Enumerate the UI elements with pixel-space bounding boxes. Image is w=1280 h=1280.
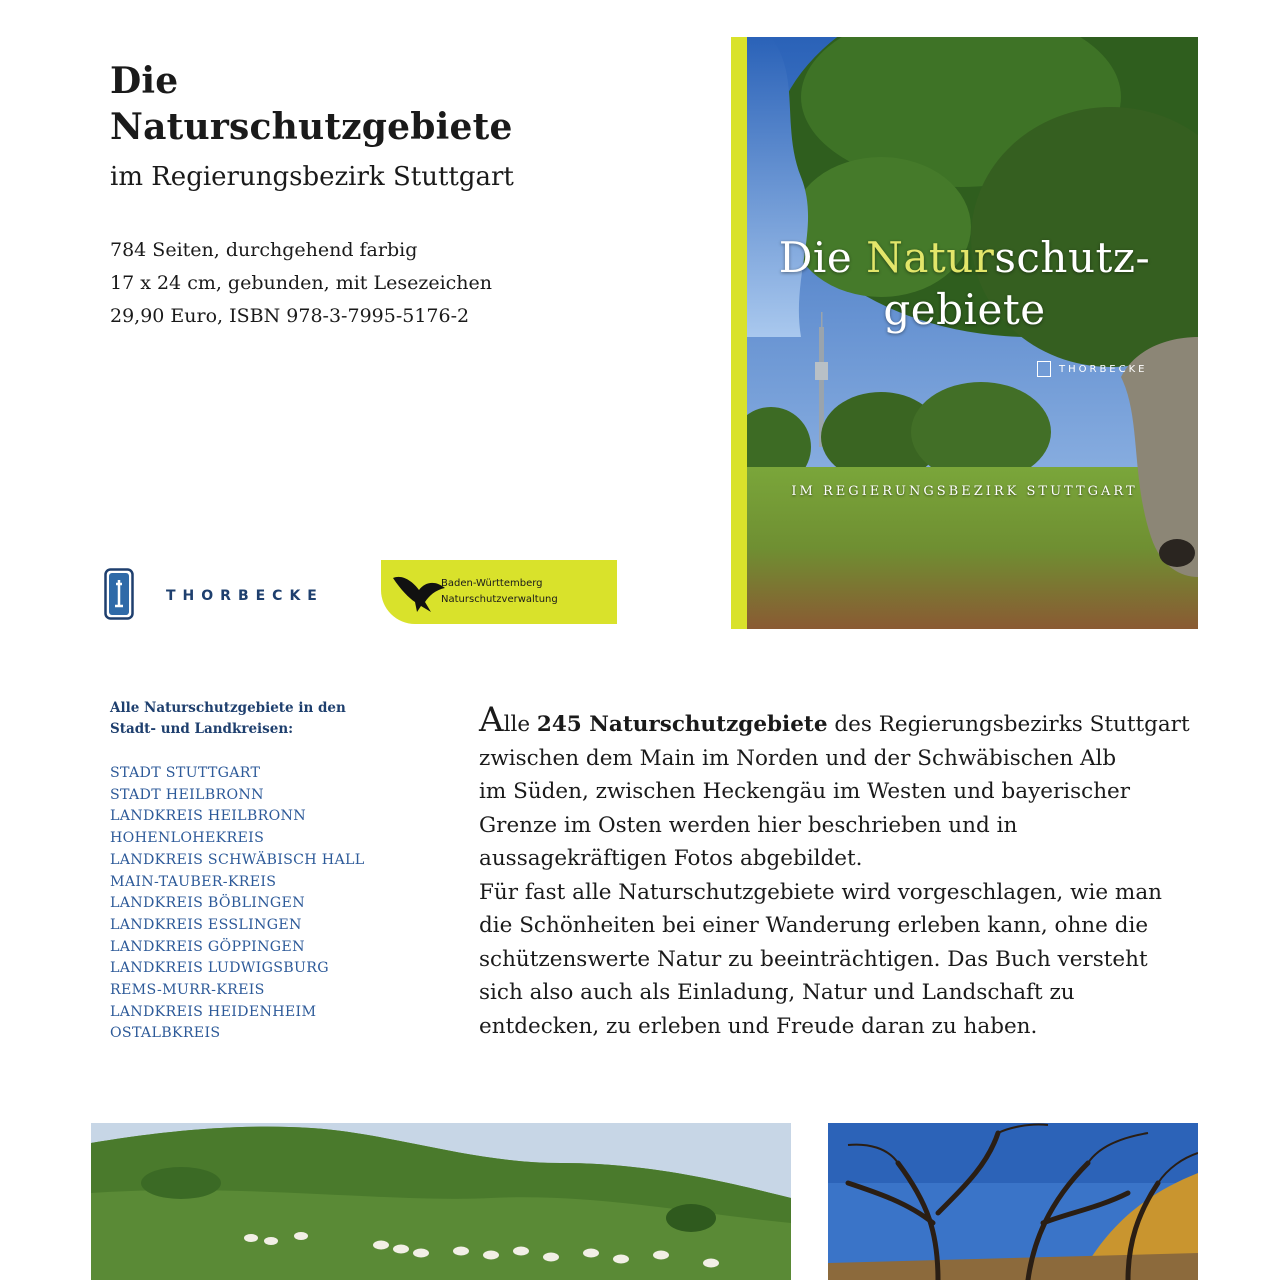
list-item: HOHENLOHEKREIS [110, 830, 265, 847]
publisher-logo [104, 568, 334, 624]
spec-pages: 784 Seiten, durchgehend farbig [110, 239, 418, 261]
list-item: LANDKREIS GÖPPINGEN [110, 938, 305, 955]
photo-sheep-hillside [91, 1123, 791, 1280]
cover-title-line1 [731, 232, 1198, 284]
list-heading-line1: Alle Naturschutzgebiete in den [110, 700, 346, 716]
cover-title [731, 232, 1198, 336]
book-specs [110, 234, 492, 333]
description-first-rest: lle [503, 712, 537, 737]
book-title-line1: Die [110, 60, 179, 102]
dropcap: A [479, 700, 504, 740]
list-item: LANDKREIS ESSLINGEN [110, 916, 302, 933]
description-line: aussagekräftigen Fotos abgebildet. [479, 846, 863, 871]
district-list [110, 763, 364, 1045]
description-line: zwischen dem Main im Norden und der Schwäbischen Alb [479, 745, 1117, 771]
partner-text [441, 576, 558, 608]
description-highlight: 245 Naturschutzgebiete [536, 712, 828, 737]
cover-publisher [1037, 361, 1147, 377]
description-line: entdecken, zu erleben und Freude daran zu haben. [479, 1013, 1038, 1039]
cover-title-accent: Natur [866, 233, 995, 282]
list-item: STADT STUTTGART [110, 765, 261, 781]
list-heading [110, 698, 346, 740]
cover-title-rest: schutz- [994, 233, 1151, 282]
list-item: LANDKREIS HEILBRONN [110, 808, 306, 825]
publisher-emblem-icon [104, 568, 134, 620]
list-item: REMS-MURR-KREIS [110, 982, 265, 999]
spec-format: 17 x 24 cm, gebunden, mit Lesezeichen [110, 272, 493, 294]
partner-line1: Baden-Württemberg [441, 578, 543, 589]
book-cover [731, 37, 1198, 629]
book-subtitle: im Regierungsbezirk Stuttgart [110, 162, 514, 192]
list-item: LANDKREIS BÖBLINGEN [110, 895, 305, 912]
description-first-tail: des Regierungsbezirks Stuttgart [827, 712, 1190, 737]
description-line: Grenze im Osten werden hier beschrieben und in [479, 812, 1018, 838]
cover-publisher-name: THORBECKE [1059, 364, 1148, 375]
description-line: Für fast alle Naturschutzgebiete wird vorgeschlagen, wie man [479, 879, 1162, 905]
description-line-first [479, 700, 1209, 742]
list-heading-line2: Stadt- und Landkreisen: [110, 721, 294, 737]
book-title [110, 58, 513, 150]
list-item: LANDKREIS SCHWÄBISCH HALL [110, 851, 365, 868]
description-line: im Süden, zwischen Heckengäu im Westen und bayerischer [479, 779, 1131, 804]
list-item: OSTALBKREIS [110, 1025, 221, 1042]
list-item: STADT HEILBRONN [110, 786, 264, 803]
description-text [479, 700, 1209, 1043]
list-item: LANDKREIS LUDWIGSBURG [110, 960, 329, 977]
cover-title-line2: gebiete [883, 285, 1046, 334]
spec-price-isbn: 29,90 Euro, ISBN 978-3-7995-5176-2 [110, 305, 470, 327]
photo-trees-autumn [828, 1123, 1198, 1280]
cover-region: IM REGIERUNGSBEZIRK STUTTGART [791, 484, 1138, 499]
book-title-line2: Naturschutzgebiete [110, 106, 513, 148]
partner-line2: Naturschutzverwaltung [441, 594, 558, 605]
description-line: die Schönheiten bei einer Wanderung erleben kann, ohne die [479, 913, 1149, 938]
cover-publisher-icon [1037, 361, 1051, 377]
description-line: schützenswerte Natur zu beeinträchtigen. Das Buch versteht [479, 946, 1148, 972]
cover-title-prefix: Die [778, 233, 867, 282]
list-item: MAIN-TAUBER-KREIS [110, 873, 277, 890]
partner-logo [381, 560, 617, 624]
publisher-name: THORBECKE [166, 588, 324, 604]
list-item: LANDKREIS HEIDENHEIM [110, 1003, 317, 1020]
description-line: sich also auch als Einladung, Natur und Landschaft zu [479, 980, 1075, 1005]
